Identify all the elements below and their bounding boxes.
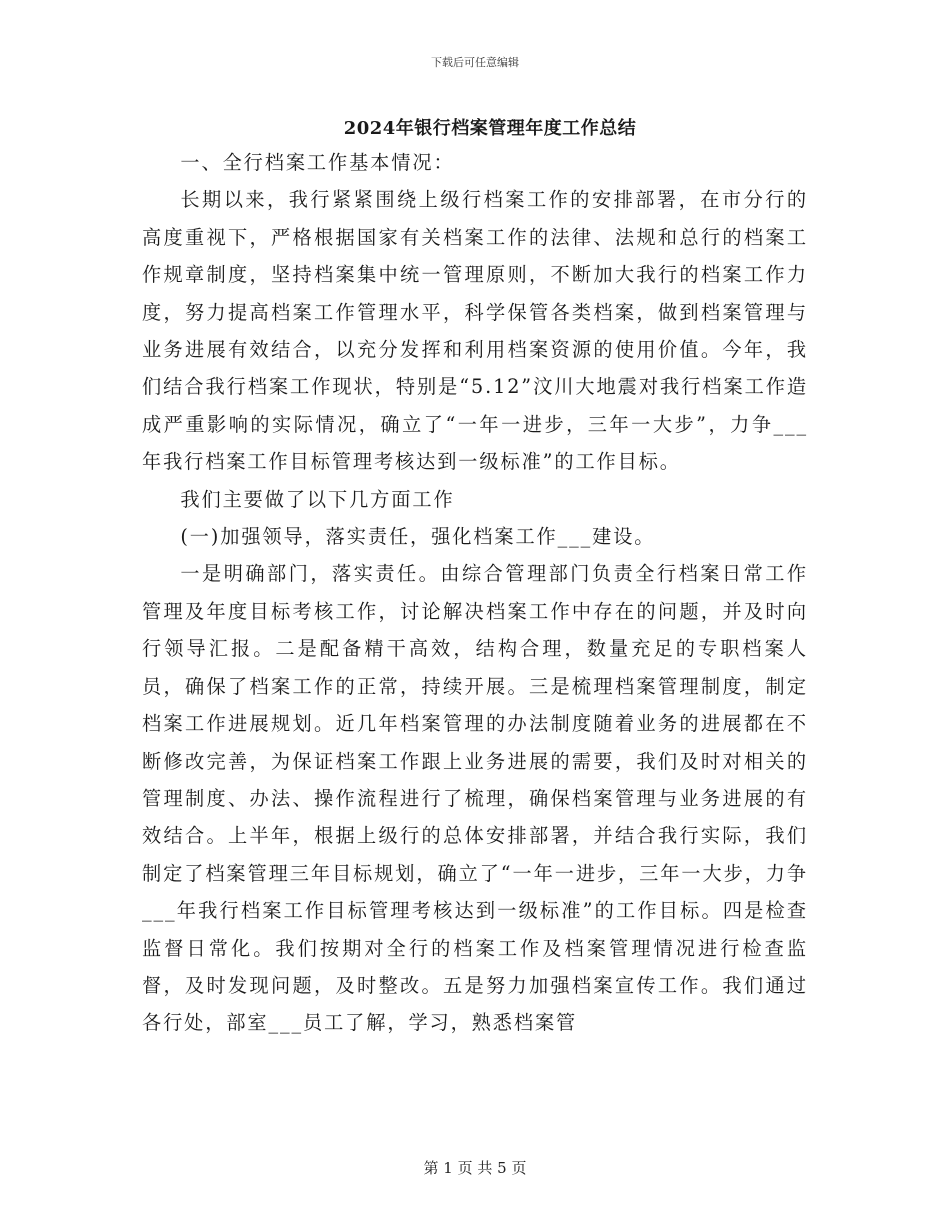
document-title: 2024年银行档案管理年度工作总结 [343, 118, 637, 139]
document-body [142, 144, 808, 1042]
subsection-heading: (一)加强领导，落实责任，强化档案工作___建设。 [180, 525, 656, 549]
section-heading: 一、全行档案工作基本情况： [180, 151, 455, 174]
body-paragraph: 一是明确部门，落实责任。由综合管理部门负责全行档案日常工作管理及年度目标考核工作，讨论解决档案工作中存在的问题，并及时向行领导汇报。二是配备精干高效，结构合理，数量充足的专职档案人员，确保了档案工作的正常，持续开展。三是梳理档案管理制度，制定档案工作进展规划。近几年档案管理的办法制度随着业务的进展都在不断修改完善，为保证档案工作跟上业务进展的需要，我们及时对相关的管理制度、办法、操作流程进行了梳理，确保档案管理与业务进展的有效结合。上半年，根据上级行的总体安排部署，并结合我行实际，我们制定了档案管理三年目标规划，确立了“一年一进步，三年一大步，力争___年我行档案工作目标管理考核达到一级标准”的工作目标。四是检查监督日常化。我们按期对全行的档案工作及档案管理情况进行检查监督，及时发现问题，及时整改。五是努力加强档案宣传工作。我们通过各行处，部室___员工了解，学习，熟悉档案管 [142, 562, 808, 1035]
body-paragraph: 长期以来，我行紧紧围绕上级行档案工作的安排部署，在市分行的高度重视下，严格根据国家有关档案工作的法律、法规和总行的档案工作规章制度，坚持档案集中统一管理原则，不断加大我行的档案工作力度，努力提高档案工作管理水平，科学保管各类档案，做到档案管理与业务进展有效结合，以充分发挥和利用档案资源的使用价值。今年，我们结合我行档案工作现状，特别是“5.12”汶川大地震对我行档案工作造成严重影响的实际情况，确立了“一年一进步，三年一大步”，力争___年我行档案工作目标管理考核达到一级标准”的工作目标。 [142, 188, 808, 474]
page-footer: 第 1 页 共 5 页 [423, 1159, 527, 1177]
header-note: 下载后可任意编辑 [431, 56, 519, 69]
body-paragraph: 我们主要做了以下几方面工作 [180, 487, 455, 511]
